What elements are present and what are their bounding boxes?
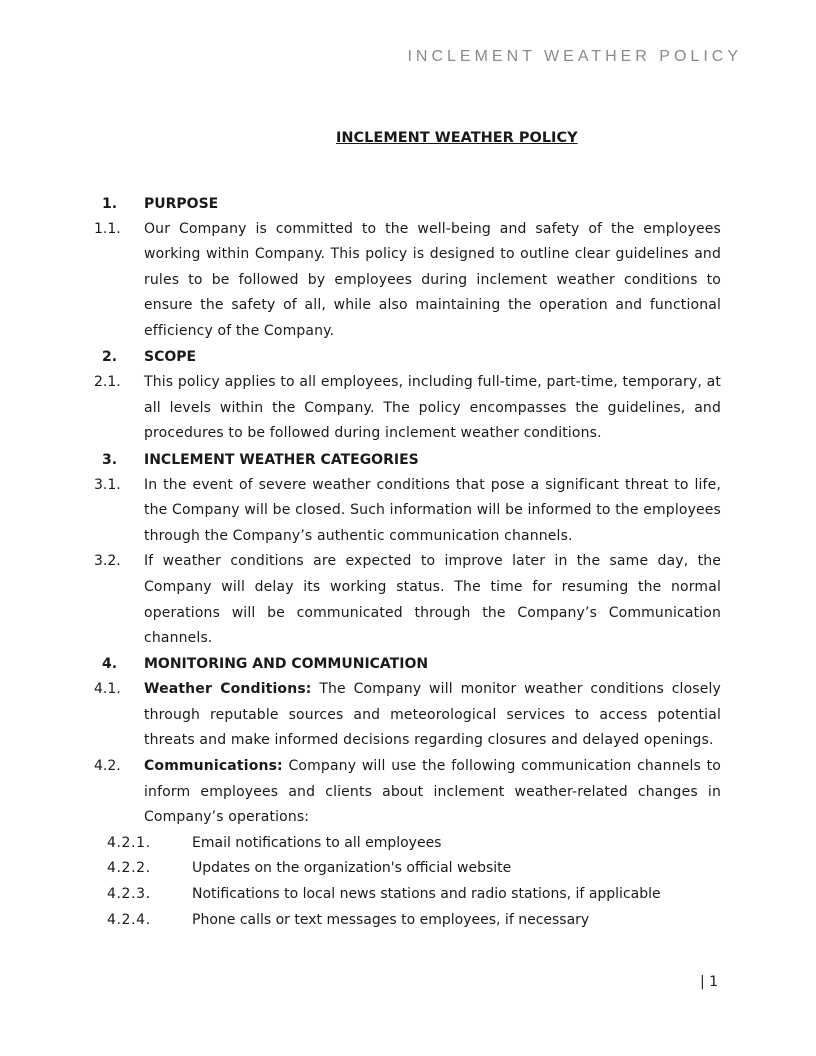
section-title: INCLEMENT WEATHER CATEGORIES xyxy=(144,451,419,468)
section-number: 2. xyxy=(102,349,118,366)
clause xyxy=(94,677,722,754)
clause xyxy=(94,754,722,831)
document-title: INCLEMENT WEATHER POLICY xyxy=(336,130,578,146)
clause xyxy=(94,549,722,651)
page-number: | 1 xyxy=(700,974,719,990)
section-heading xyxy=(94,652,722,678)
subclause-number: 4.2.3. xyxy=(107,886,151,903)
clause-body: Company will use the following communication channels to inform employees and clients about inclement weather-related changes in Company’s operations: xyxy=(144,758,721,826)
clause-number: 2.1. xyxy=(94,374,121,391)
section-number: 4. xyxy=(102,656,118,673)
clause-number: 1.1. xyxy=(94,220,121,237)
clause-text xyxy=(144,754,721,831)
section-title: MONITORING AND COMMUNICATION xyxy=(144,656,429,673)
clause-number: 4.1. xyxy=(94,681,121,698)
running-header: INCLEMENT WEATHER POLICY xyxy=(407,48,742,65)
section-heading xyxy=(94,191,722,217)
section-heading xyxy=(94,447,722,473)
clause-number: 3.2. xyxy=(94,553,121,570)
clause-lead: Communications: xyxy=(144,758,283,775)
section-number: 1. xyxy=(102,195,118,212)
clause-text: In the event of severe weather conditions that pose a significant threat to life, the Company will be closed. Such information will be informed to the employees through the Company’s authentic communication channels. xyxy=(144,476,721,544)
subclause-number: 4.2.2. xyxy=(107,860,151,877)
clause xyxy=(94,370,722,447)
section-title: PURPOSE xyxy=(144,195,219,212)
clause-text: Our Company is committed to the well-being and safety of the employees working within Company. This policy is designed to outline clear guidelines and rules to be followed by employees during inclement weather conditions to ensure the safety of all, while also maintaining the operation and functional efficiency of the Company. xyxy=(144,220,721,339)
document-body xyxy=(94,191,722,933)
clause-text xyxy=(144,677,721,754)
section-number: 3. xyxy=(102,451,118,468)
clause-text: If weather conditions are expected to improve later in the same day, the Company will delay its working status. The time for resuming the normal operations will be communicated through the Company’s Communication channels. xyxy=(144,553,721,647)
subclause-text: Updates on the organization's official website xyxy=(192,860,512,877)
subclause-number: 4.2.1. xyxy=(107,834,151,851)
subclause-text: Email notifications to all employees xyxy=(192,834,442,851)
section-title: SCOPE xyxy=(144,349,197,366)
clause-text: This policy applies to all employees, including full-time, part-time, temporary, at all levels within the Company. The policy encompasses the guidelines, and procedures to be followed during inclement weather conditions. xyxy=(144,374,721,442)
clause-body: The Company will monitor weather conditions closely through reputable sources and meteorological services to access potential threats and make informed decisions regarding closures and delayed openings. xyxy=(144,681,721,749)
subclause-text: Phone calls or text messages to employees, if necessary xyxy=(192,911,590,928)
section-heading xyxy=(94,345,722,371)
subclause xyxy=(94,882,722,908)
subclause xyxy=(94,856,722,882)
subclause xyxy=(94,908,722,934)
subclause xyxy=(94,831,722,857)
subclause-text: Notifications to local news stations and radio stations, if applicable xyxy=(192,886,661,903)
clause xyxy=(94,217,722,345)
clause xyxy=(94,473,722,550)
clause-number: 3.1. xyxy=(94,476,121,493)
clause-number: 4.2. xyxy=(94,758,121,775)
clause-lead: Weather Conditions: xyxy=(144,681,312,698)
subclause-number: 4.2.4. xyxy=(107,911,151,928)
